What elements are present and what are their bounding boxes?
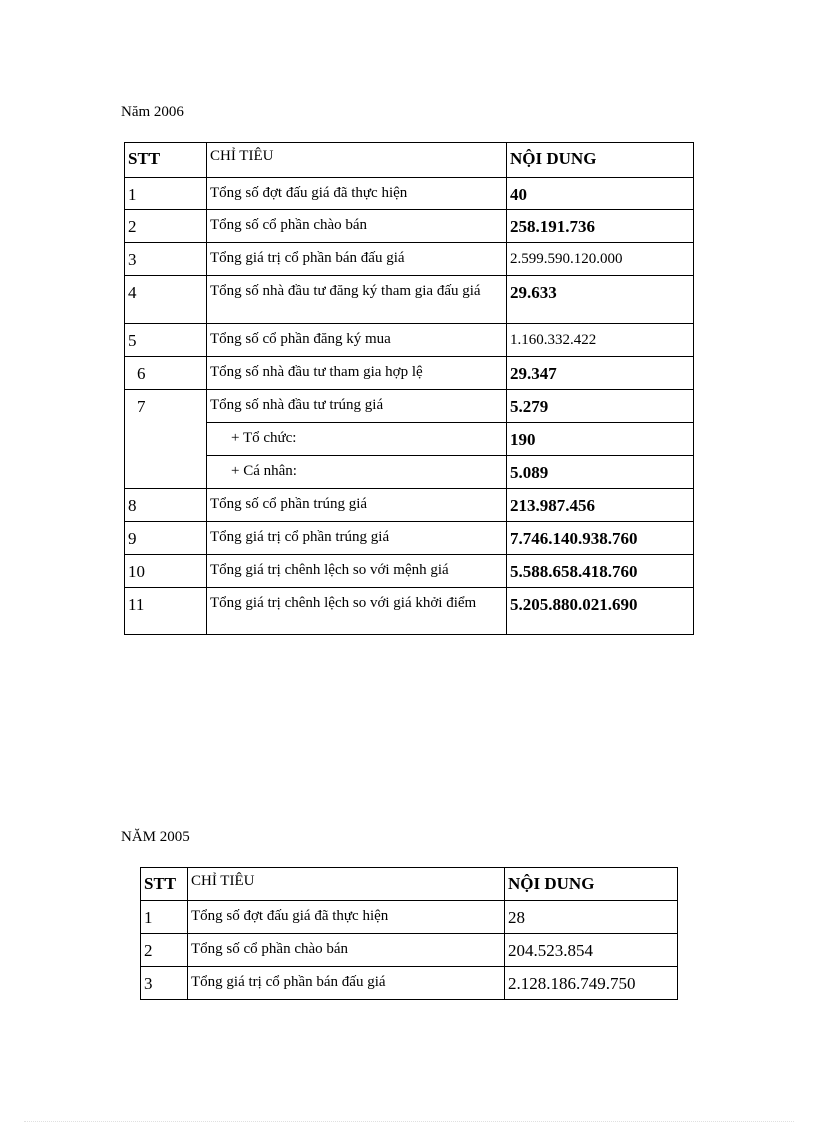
row-chi-tieu: Tổng số cổ phần chào bán	[188, 934, 505, 967]
row-noi-dung: 29.633	[507, 276, 694, 324]
row-chi-tieu: Tổng số đợt đấu giá đã thực hiện	[188, 901, 505, 934]
table-2005	[140, 867, 678, 1000]
table-row	[125, 522, 694, 555]
row-stt: 11	[125, 588, 207, 635]
table-header-row	[125, 143, 694, 178]
table-header-row	[141, 868, 678, 901]
row-chi-tieu: Tổng giá trị cổ phần bán đấu giá	[207, 243, 507, 276]
row-chi-tieu: Tổng giá trị cổ phần trúng giá	[207, 522, 507, 555]
row-noi-dung: 190	[507, 423, 694, 456]
row-noi-dung: 5.089	[507, 456, 694, 489]
row-noi-dung: 28	[505, 901, 678, 934]
header-chi-tieu: CHỈ TIÊU	[188, 868, 505, 901]
header-noi-dung: NỘI DUNG	[505, 868, 678, 901]
row-stt: 7	[125, 390, 207, 489]
row-noi-dung: 2.128.186.749.750	[505, 967, 678, 1000]
table-row	[125, 210, 694, 243]
table-row	[125, 243, 694, 276]
row-noi-dung: 5.205.880.021.690	[507, 588, 694, 635]
table-row	[125, 423, 694, 456]
header-chi-tieu: CHỈ TIÊU	[207, 143, 507, 178]
row-stt: 5	[125, 324, 207, 357]
row-chi-tieu: Tổng giá trị chênh lệch so với giá khởi điểm	[207, 588, 507, 635]
row-chi-tieu: Tổng số đợt đấu giá đã thực hiện	[207, 178, 507, 210]
row-chi-tieu: + Cá nhân:	[207, 456, 507, 489]
row-stt: 4	[125, 276, 207, 324]
table-row	[125, 456, 694, 489]
row-stt: 2	[141, 934, 188, 967]
table-row	[141, 967, 678, 1000]
row-chi-tieu: Tổng số cổ phần trúng giá	[207, 489, 507, 522]
table-row	[141, 934, 678, 967]
row-stt: 6	[125, 357, 207, 390]
row-noi-dung: 40	[507, 178, 694, 210]
row-noi-dung: 5.279	[507, 390, 694, 423]
row-chi-tieu: Tổng số nhà đầu tư trúng giá	[207, 390, 507, 423]
row-chi-tieu: Tổng số nhà đầu tư tham gia hợp lệ	[207, 357, 507, 390]
row-stt: 3	[125, 243, 207, 276]
row-stt: 10	[125, 555, 207, 588]
table-row	[141, 901, 678, 934]
table-row	[125, 588, 694, 635]
table-row	[125, 324, 694, 357]
row-noi-dung: 213.987.456	[507, 489, 694, 522]
row-noi-dung: 1.160.332.422	[507, 324, 694, 357]
row-stt: 1	[141, 901, 188, 934]
row-chi-tieu: Tổng số cổ phần đăng ký mua	[207, 324, 507, 357]
table-row	[125, 357, 694, 390]
row-stt: 8	[125, 489, 207, 522]
row-noi-dung: 258.191.736	[507, 210, 694, 243]
row-noi-dung: 7.746.140.938.760	[507, 522, 694, 555]
table-2006	[124, 142, 694, 635]
table-row	[125, 489, 694, 522]
row-noi-dung: 2.599.590.120.000	[507, 243, 694, 276]
header-stt: STT	[141, 868, 188, 901]
row-chi-tieu: + Tổ chức:	[207, 423, 507, 456]
row-chi-tieu: Tổng số cổ phần chào bán	[207, 210, 507, 243]
header-noi-dung: NỘI DUNG	[507, 143, 694, 178]
row-chi-tieu: Tổng giá trị chênh lệch so với mệnh giá	[207, 555, 507, 588]
header-stt: STT	[125, 143, 207, 178]
page-bottom-divider	[24, 1121, 794, 1122]
row-stt: 9	[125, 522, 207, 555]
table-row	[125, 390, 694, 423]
row-noi-dung: 204.523.854	[505, 934, 678, 967]
table-row	[125, 276, 694, 324]
row-stt: 3	[141, 967, 188, 1000]
table-row	[125, 178, 694, 210]
row-stt: 2	[125, 210, 207, 243]
row-noi-dung: 5.588.658.418.760	[507, 555, 694, 588]
row-stt: 1	[125, 178, 207, 210]
section-title-2006: Năm 2006	[121, 104, 184, 120]
section-title-2005: NĂM 2005	[121, 829, 190, 845]
row-chi-tieu: Tổng giá trị cổ phần bán đấu giá	[188, 967, 505, 1000]
row-chi-tieu: Tổng số nhà đầu tư đăng ký tham gia đấu giá	[207, 276, 507, 324]
row-noi-dung: 29.347	[507, 357, 694, 390]
table-row	[125, 555, 694, 588]
